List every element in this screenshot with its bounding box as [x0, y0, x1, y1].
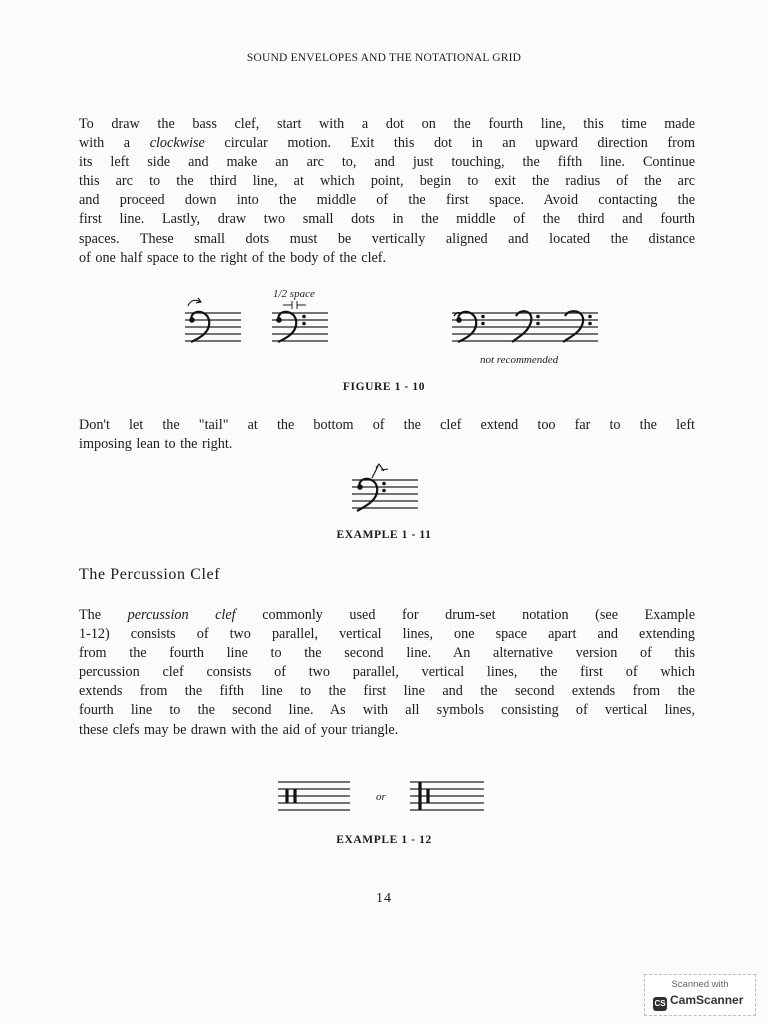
scanner-watermark [644, 974, 756, 1016]
text-line: To draw the bass clef, start with a dot on the fourth line, this time made [79, 116, 695, 132]
text-line: percussion clef consists of two parallel, vertical lines, the first of which [79, 664, 695, 681]
text-line: of one half space to the right of the body of the clef. [79, 249, 387, 266]
scanner-line: Scanned with [671, 979, 729, 990]
camscanner-logo-icon: CS [653, 997, 667, 1011]
example-percussion-clefs [0, 770, 768, 820]
text-line: first line. Lastly, draw two small dots in the middle of the third and fourth [79, 211, 695, 228]
example-bass-clef-tail [0, 458, 768, 524]
text-line: its left side and make an arc to, and just touching, the fifth line. Continue [79, 154, 695, 171]
text-line: extends from the fifth line to the first line and the second extends from the [79, 683, 695, 700]
text-line: from the fourth line to the second line. An alternative version of this [79, 645, 695, 662]
figure-bass-clef-steps [0, 280, 768, 380]
or-label: or [376, 791, 386, 803]
text-line: and proceed down into the middle of the first space. Avoid contacting the [79, 192, 695, 209]
emphasis-clockwise: clockwise [149, 135, 205, 152]
text-line: Don't let the "tail" at the bottom of the clef extend too far to the left [79, 417, 695, 433]
half-space-label: 1/2 space [273, 288, 315, 300]
not-recommended-note: not recommended [480, 354, 559, 366]
emphasis-percussion-clef: percussion clef [127, 607, 236, 623]
text-line: imposing lean to the right. [79, 436, 233, 453]
text-line: 1-12) consists of two parallel, vertical lines, one space apart and extending [79, 626, 695, 643]
text-line: spaces. These small dots must be vertically aligned and located the distance [79, 230, 695, 247]
example-caption: EXAMPLE 1 - 11 [336, 529, 432, 541]
half-space-marker [283, 301, 306, 309]
text-line: these clefs may be drawn with the aid of your triangle. [79, 721, 399, 738]
figure-caption: FIGURE 1 - 10 [342, 381, 426, 393]
example-caption: EXAMPLE 1 - 12 [336, 834, 432, 846]
text-line: with a clockwise circular motion. Exit this dot in an upward direction from [79, 135, 695, 152]
paragraph-bass-clef [79, 115, 695, 268]
text-line: The percussion clef commonly used for drum-set notation (see Example [79, 607, 695, 623]
section-title: The Percussion Clef [79, 566, 221, 583]
paragraph-percussion-clef [79, 606, 695, 740]
text-line: fourth line to the second line. As with all symbols consisting of vertical lines, [79, 702, 695, 719]
page-number: 14 [376, 891, 392, 906]
paragraph-tail [79, 416, 695, 454]
running-header: SOUND ENVELOPES AND THE NOTATIONAL GRID [246, 52, 522, 64]
scanner-brand: CS CamScanner [653, 993, 743, 1011]
text-line: this arc to the third line, at which point, begin to exit the radius of the arc [79, 173, 695, 190]
staff-lines [185, 313, 241, 341]
